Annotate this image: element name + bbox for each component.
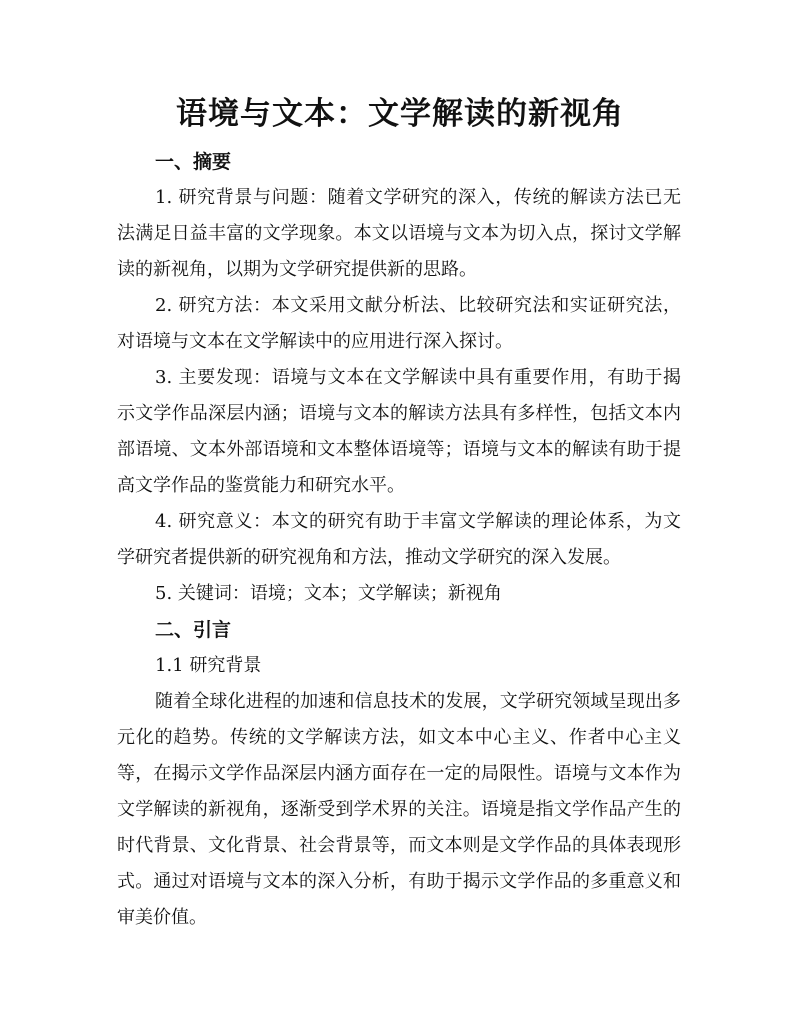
document-title: 语境与文本：文学解读的新视角 (176, 96, 624, 132)
document-body (117, 144, 681, 936)
abstract-paragraph-background: 1. 研究背景与问题：随着文学研究的深入，传统的解读方法已无法满足日益丰富的文学现象。本文以语境与文本为切入点，探讨文学解读的新视角，以期为文学研究提供新的思路。 (117, 187, 681, 280)
section-heading-abstract: 一、摘要 (155, 151, 232, 173)
section-heading-introduction: 二、引言 (155, 619, 232, 641)
abstract-paragraph-significance: 4. 研究意义：本文的研究有助于丰富文学解读的理论体系，为文学研究者提供新的研究视角和方法，推动文学研究的深入发展。 (117, 511, 681, 568)
abstract-paragraph-findings: 3. 主要发现：语境与文本在文学解读中具有重要作用，有助于揭示文学作品深层内涵；语境与文本的解读方法具有多样性，包括文本内部语境、文本外部语境和文本整体语境等；语境与文本的解读有助于提高文学作品的鉴赏能力和研究水平。 (117, 367, 681, 496)
abstract-paragraph-keywords: 5. 关键词：语境；文本；文学解读；新视角 (155, 583, 502, 604)
abstract-paragraph-method: 2. 研究方法：本文采用文献分析法、比较研究法和实证研究法，对语境与文本在文学解读中的应用进行深入探讨。 (117, 295, 681, 352)
introduction-paragraph: 随着全球化进程的加速和信息技术的发展，文学研究领域呈现出多元化的趋势。传统的文学解读方法，如文本中心主义、作者中心主义等，在揭示文学作品深层内涵方面存在一定的局限性。语境与文本作为文学解读的新视角，逐渐受到学术界的关注。语境是指文学作品产生的时代背景、文化背景、社会背景等，而文本则是文学作品的具体表现形式。通过对语境与文本的深入分析，有助于揭示文学作品的多重意义和审美价值。 (117, 691, 681, 928)
subsection-heading-background: 1.1 研究背景 (155, 655, 262, 676)
